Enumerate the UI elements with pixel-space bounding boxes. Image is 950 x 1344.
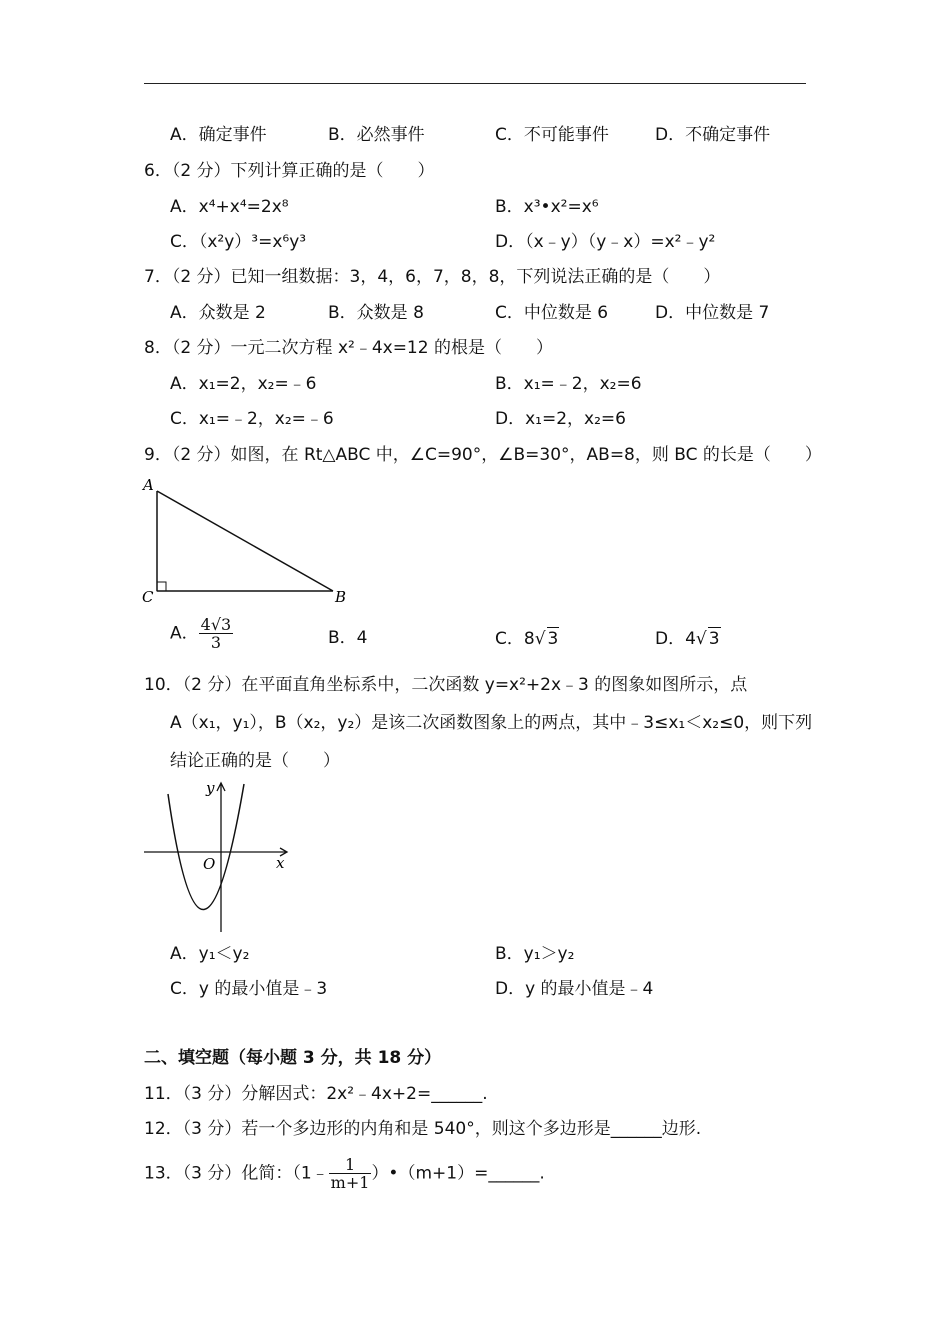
q6-option-a <box>170 196 289 218</box>
q7-option-c: C．中位数是 6 <box>495 303 609 323</box>
q7-option-a: A．众数是 2 <box>170 303 266 323</box>
q10-stem-line3: 结论正确的是（ ） <box>170 751 340 771</box>
q6-option-d <box>495 231 715 253</box>
q12-stem: 12．（3 分）若一个多边形的内角和是 540°，则这个多边形是______边形. <box>144 1119 702 1139</box>
q9-option-c-label: C．8 <box>495 629 535 649</box>
q8-option-b: B．x₁=﹣2，x₂=6 <box>495 374 642 394</box>
q5-option-a: A．确定事件 <box>170 125 267 145</box>
q9-option-d <box>655 627 721 650</box>
q10-stem-line1: 10．（2 分）在平面直角坐标系中，二次函数 y=x²+2x﹣3 的图象如图所示，点 <box>144 675 748 695</box>
q9-option-c <box>495 627 559 650</box>
q8-option-d: D．x₁=2，x₂=6 <box>495 409 626 429</box>
q11-stem: 11．（3 分）分解因式：2x²﹣4x+2=______. <box>144 1084 488 1104</box>
q9-option-a-fraction <box>199 616 234 651</box>
q13-fraction <box>329 1156 372 1191</box>
q9-option-d-radicand: 3 <box>708 629 720 649</box>
q13-suffix: ）•（m+1）=______. <box>371 1163 545 1184</box>
q8-option-c: C．x₁=﹣2，x₂=﹣6 <box>170 409 334 429</box>
q5-option-b: B．必然事件 <box>328 125 425 145</box>
q9-vertex-a: A <box>143 476 154 494</box>
q6-option-b <box>495 196 599 218</box>
q9-vertex-b: B <box>335 588 347 606</box>
q13-fraction-numerator: 1 <box>329 1156 372 1174</box>
q6-option-c-label: C． <box>170 232 199 252</box>
q5-option-c: C．不可能事件 <box>495 125 609 145</box>
q6-stem: 6．（2 分）下列计算正确的是（ ） <box>144 161 435 181</box>
q6-option-b-label: B． <box>495 197 524 217</box>
q9-option-b: B．4 <box>328 628 368 648</box>
q10-option-b: B．y₁＞y₂ <box>495 944 575 964</box>
q7-option-d: D．中位数是 7 <box>655 303 770 323</box>
q6-option-d-label: D． <box>495 232 526 252</box>
q9-option-a <box>170 616 233 651</box>
q10-option-a: A．y₁＜y₂ <box>170 944 250 964</box>
q10-option-c: C．y 的最小值是﹣3 <box>170 979 328 999</box>
section2-heading: 二、填空题（每小题 3 分，共 18 分） <box>144 1048 442 1068</box>
q9-triangle-figure <box>140 474 350 606</box>
q9-option-c-radicand: 3 <box>547 629 559 649</box>
q10-stem-line2: A（x₁，y₁），B（x₂，y₂）是该二次函数图象上的两点，其中﹣3≤x₁＜x₂≤0，则下列 <box>170 713 813 733</box>
q8-option-a: A．x₁=2，x₂=﹣6 <box>170 374 317 394</box>
q9-option-d-label: D．4 <box>655 629 696 649</box>
q10-axis-y-label: y <box>206 779 215 797</box>
q6-option-a-expr: x⁴+x⁴=2x⁸ <box>198 197 289 217</box>
q13-fraction-denominator: m+1 <box>330 1173 370 1192</box>
q9-option-d-radical-sign: √ <box>695 629 707 649</box>
q7-stem: 7．（2 分）已知一组数据：3，4，6，7，8，8，下列说法正确的是（ ） <box>144 267 721 287</box>
q6-option-c-expr: （x²y）³=x⁶y³ <box>198 232 307 252</box>
q6-option-b-expr: x³•x²=x⁶ <box>523 197 599 217</box>
q9-option-c-radical-sign: √ <box>534 629 546 649</box>
q8-stem: 8．（2 分）一元二次方程 x²﹣4x=12 的根是（ ） <box>144 338 553 358</box>
q9-stem: 9．（2 分）如图，在 Rt△ABC 中，∠C=90°，∠B=30°，AB=8，则 BC 的长是（ ） <box>144 445 822 465</box>
q13-stem <box>144 1156 545 1191</box>
header-rule <box>144 83 806 84</box>
q10-axis-x-label: x <box>276 854 285 872</box>
q7-option-b: B．众数是 8 <box>328 303 424 323</box>
q9-option-a-label: A． <box>170 623 199 644</box>
q6-option-a-label: A． <box>170 197 199 217</box>
q6-option-d-expr: （x﹣y）（y﹣x）=x²﹣y² <box>525 232 716 252</box>
q9-option-a-denominator: 3 <box>210 633 222 652</box>
q5-option-d: D．不确定事件 <box>655 125 771 145</box>
q9-vertex-c: C <box>142 588 154 606</box>
q6-option-c <box>170 231 306 253</box>
q13-prefix: 13．（3 分）化简：（1﹣ <box>144 1163 329 1184</box>
q10-option-d: D．y 的最小值是﹣4 <box>495 979 654 999</box>
q10-parabola-figure <box>140 776 295 936</box>
q9-option-a-numerator: 4√3 <box>200 615 232 634</box>
q10-origin-label: O <box>203 855 216 873</box>
